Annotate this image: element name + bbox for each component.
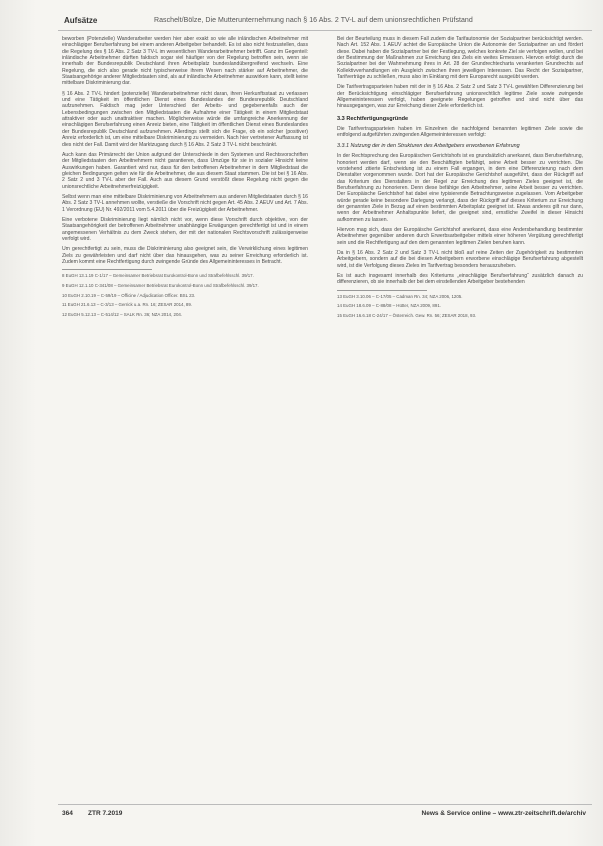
footnote-divider (62, 269, 152, 270)
footnote: 15 EuGH 16.6.18 C-24/17 – Österreich. Gew. Rn. 56; ZESAR 2018, 93. (337, 312, 477, 318)
body-paragraph: Auch kann das Primärrecht der Union aufgrund der Unterschiede in den Systemen und Rechtsvorschriften der Mitgliedstaaten den Arbeitnehmern nicht garantieren, dass Umzüge für sie in sozialer Hinsicht keine Auswirkungen haben. Garantiert wird nur, dass für den betroffenen Arbeitnehmer in dem Mitgliedstaat die gleichen Bedingungen gelten wie für die Arbeitnehmer, die aus diesem Staat stammen. Die ist bei § 16 Abs. 2 Satz 2 und 3 TV-L aber der Fall. Auch aus diesem Grund verstößt diese Regelung nicht gegen die unionsrechtliche Arbeitnehmerfreizügigkeit. (62, 151, 308, 190)
subsection-heading: 3.3.1 Nutzung der in den Strukturen des Arbeitgebers erworbenen Erfahrung (337, 142, 520, 149)
body-paragraph: Selbst wenn man eine mittelbare Diskriminierung von Arbeitnehmern aus anderen Mitgliedstaaten durch § 16 Abs. 2 Satz 3 TV-L annehmen wollte, verstieße die Vorschrift nicht gegen Art. 45 Abs. 2 AEUV und Art. 7 Abs. 1 Verordnung (EU) Nr. 492/2011 vom 5.4.2011 über die Freizügigkeit der Arbeitnehmer. (62, 193, 308, 213)
body-paragraph: § 16 Abs. 2 TV-L hindert (potenzielle) Wanderarbeitnehmer nicht daran, ihren Herkunftsstaat zu verlassen und eine Tätigkeit im öffentlichen Dienst eines Bundeslandes der Bundesrepublik Deutschland aufzunehmen. Faktisch mag jeder Unterschied der Arbeits- und gegebenenfalls auch der Lebensbedingungen zwischen den Mitgliedstaaten die Aufnahme einer Tätigkeit in einem Mitgliedstaat attraktiver oder auch unattraktiver machen. Möglicherweise würde die umfangreiche Anerkennung der einschlägigen Berufserfahrung einen Anreiz bieten, eine Tätigkeit im öffentlichen Dienst eines Bundeslandes der Bundesrepublik Deutschland aufzunehmen. Allerdings stellt sich die Frage, ob ein solcher (positiver) Anreiz erforderlich ist, um eine mittelbare Diskriminierung zu vermeiden. Nach hier vertretener Auffassung ist dies nicht der Fall. Damit wird der Marktzugang durch § 16 Abs. 2 Satz 3 TV-L nicht beschränkt. (62, 90, 308, 148)
body-paragraph: beworben (Potenzielle) Wanderarbeiter werden hier aber exakt so wie alle inländischen Arbeitnehmer mit einschlägiger Berufserfahrung bei einem anderen Arbeitgeber behandelt. Es ist also nicht festzustellen, dass die Regelung des § 16 Abs. 2 Satz 3 TV-L im wesentlichen Wanderarbeitnehmer betrifft. Ganz im Gegenteil: inländische Arbeitnehmer dürften faktisch sogar viel häufiger von der Regelung betroffen sein, wenn sie innerhalb der Bundesrepublik Deutschland ihren Arbeitsplatz bundeslandübergreifend wechseln. Eine Regelung, die sich also gerade nicht typischerweise ihrem Wesen nach stärker auf Arbeitnehmer, die Staatsangehörige anderer Mitgliedstaaten sind, als auf inländische Arbeitnehmer auswirken kann, stellt keine mittelbare Diskriminierung dar. (62, 36, 308, 87)
body-paragraph: Da in § 16 Abs. 2 Satz 2 und Satz 3 TV-L nicht bloß auf reine Zeiten der Zugehörigkeit zu bestimmten Arbeitgebern, sondern auf die bei diesen Arbeitgebern erworbene einschlägige Berufserfahrung abgestellt wird, ist die Verfolgung dieses Zieles im Tarifvertrag besonders herauszuheben. (337, 249, 583, 269)
footnote: 11 EuGH 21.6.13 – C-3/13 – Gerrick u.a. Rn. 16; ZESAR 2014, 89. (62, 302, 192, 308)
body-paragraph: Um gerechtfertigt zu sein, muss die Diskriminierung also geeignet sein, die Verwirklichung eines legitimen Ziels zu gewährleisten und darf nicht über das hinausgehen, was zu seiner Erreichung erforderlich ist. Zudem kommt eine Rechtfertigung durch zwingende Gründe des Allgemeininteresses in Betracht. (62, 246, 308, 265)
online-link[interactable]: News & Service online – www.ztr-zeitschrift.de/archiv (421, 810, 586, 817)
body-paragraph: Bei der Beurteilung muss in diesem Fall zudem die Tarifautonomie der Sozialpartner berücksichtigt werden. Nach Art. 152 Abs. 1 AEUV achtet die Europäische Union die Autonomie der Sozialpartner an und fördert diese. Dabei haben die Sozialpartner bei der Festlegung, welches konkrete Ziel sie verfolgen wollen, und bei der Bestimmung der Maßnahmen zur Erreichung des Ziels ein weites Ermessen. Hiervon erfolgt durch die Sozialpartner bei der Wahrnehmung ihres in Art. 28 der Grundrechtecharta verankerten Grundrechts auf Kollektivverhandlungen ein Ausgleich zwischen ihren jeweiligen Interessen. Das Recht der Sozialpartner, Tarifverträge zu schließen, muss also im Einklang mit dem Europarecht ausgeübt werden. (337, 36, 583, 81)
footnote: 10 EuGH 2.10.19 – C-59/19 – Officine / Adjudication Officer. BSL 23. (62, 292, 196, 298)
footnote: 9 EuGH 12.1.10 C-341/08 – Gemeinsamer Betriebsrat Eurokontrol-Bonn und Strafbefehlsschl. 39/17. (62, 282, 259, 288)
body-paragraph: Die Tarifvertragsparteien haben im Einzelnen die nachfolgend benannten legitimen Ziele sowie die entfolgend aufgeführten zwingenden Allgemeininteressen verfolgt: (337, 126, 583, 139)
body-paragraph: Die Tarifvertragsparteien haben mit der in § 16 Abs. 2 Satz 2 und Satz 3 TV-L gewählten Differenzierung bei der Berücksichtigung einschlägiger Berufserfahrung unionsrechtlich legitime Ziele sowie zwingende Allgemeininteressen verfolgt, haben geeignete Regelungen getroffen und sind nicht über das hinausgegangen, was zur Erreichung dieser Ziele erforderlich ist. (337, 84, 583, 110)
right-column (337, 36, 583, 322)
section-heading: 3.3 Rechtfertigungsgründe (337, 115, 409, 122)
footnote: 12 EuGH 5.12.13 – C-514/12 – SALK Rn. 36; NZA 2014, 204. (62, 311, 183, 317)
left-column (62, 36, 308, 321)
body-paragraph: In der Rechtsprechung des Europäischen Gerichtshofs ist es grundsätzlich anerkannt, dass Berufserfahrung, honoriert werden darf, wenn sie den Beschäftigten befähigt, seine Arbeit besser zu verrichten. Die vorstehend zitierte Entscheidung ist zu einem Fall ergangen, in dem eine Differenzierung nach dem Dienstalter vorgenommen wurde. Dort hat der Europäische Gerichtshof ausgeführt, dass der Rückgriff auf das Kriterium des Dienstalters in der Regel zur Erreichung des legitimen Zieles geeignet ist, die Berufserfahrung zu honorieren. Denn diese befähige den Arbeitnehmer, seine Arbeit besser zu verrichten. Der Europäische Gerichtshof hat dabei eine typisierende Betrachtungsweise zugelassen. Vom Arbeitgeber würde gerade keine besondere Darlegung verlangt, dass der Rückgriff auf dieses Kriterium zur Erreichung der genannten Ziele in Bezug auf einen bestimmten Arbeitsplatz geeignet ist. Etwas anderes gilt nur dann, wenn der Arbeitnehmer Anhaltspunkte liefert, die geeignet sind, ernstliche Zweifel in dieser Hinsicht aufkommen zu lassen. (337, 153, 583, 223)
footnote-divider (337, 290, 427, 291)
journal-issue: ZTR 7.2019 (88, 810, 123, 817)
section-tag: Aufsätze (64, 16, 98, 25)
body-paragraph: Es ist auch insgesamt innerhalb des Kriteriums „einschlägige Berufserfahrung“ zusätzlich danach zu differenzieren, ob sie innerhalb der bei dem einstellenden Arbeitgeber bestehenden (337, 273, 583, 286)
page-footer (58, 804, 592, 819)
body-paragraph: Hiervon mag sich, dass der Europäische Gerichtshof anerkannt, dass eine Andersbehandlung bestimmter Arbeitnehmer gegenüber anderen durch Erwerbsarbeitgeber mittels einer höheren Vergütung gerechtfertigt sein und die Rechtfertigung auf den dem genannten legitimen Zielen beruhen kann. (337, 226, 583, 246)
footnote: 8 EuGH 13.1.19 C-1/17 – Gemeinsamer Betriebsrat Eurokontrol-Bonn und Strafbefehlsschl. 39/17. (62, 273, 254, 279)
running-title: Raschelt/Bölze, Die Mutterunternehmung nach § 16 Abs. 2 TV-L auf dem unionsrechtlichen Prüfstand (154, 17, 473, 24)
footnote: 13 EuGH 3.10.06 – C-17/05 – Cadman Rn. 34; NZA 2006, 1205. (337, 293, 463, 299)
running-header (58, 14, 592, 31)
page-number: 364 (62, 810, 73, 817)
footnote: 14 EuGH 18.6.09 – C-88/08 – Hütter, NZA 2009, 891. (337, 303, 441, 309)
body-paragraph: Eine verbotene Diskriminierung liegt nämlich nicht vor, wenn diese Vorschrift durch objektive, von der Staatsangehörigkeit der betroffenen Arbeitnehmer unabhängige Erwägungen gerechtfertigt ist und in einem angemessenen Verhältnis zu dem Zweck stehen, der mit der nationalen Rechtsvorschrift zulässigerweise verfolgt wird. (62, 216, 308, 242)
